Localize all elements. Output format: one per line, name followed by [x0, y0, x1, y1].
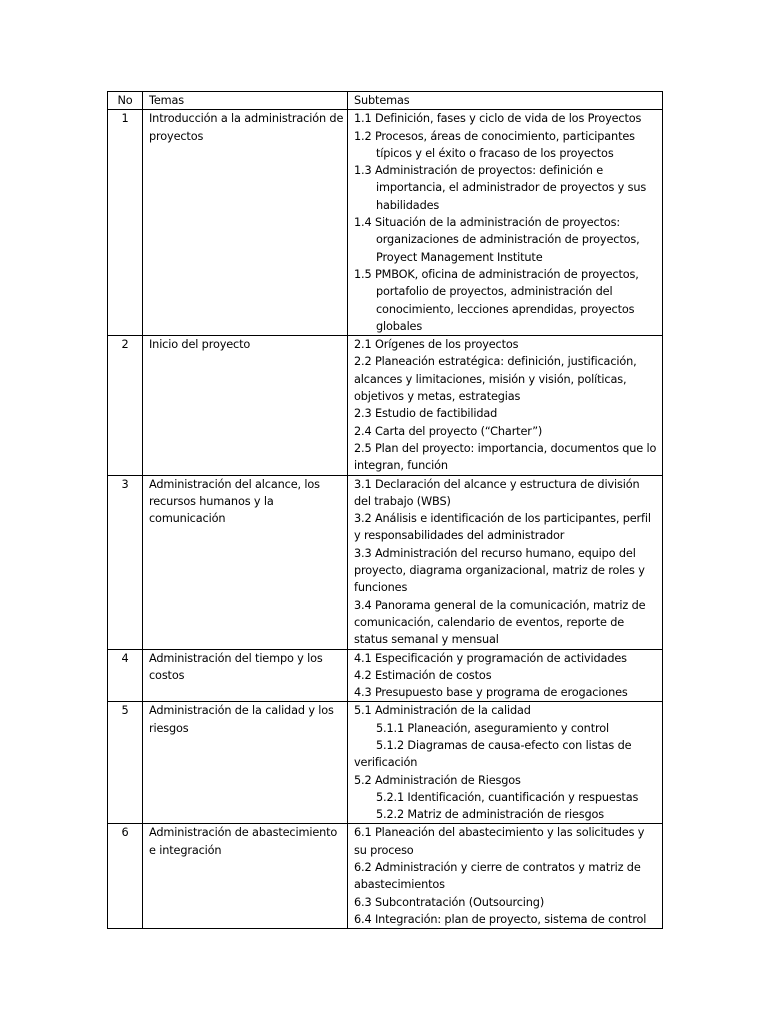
- subtema-item: 4.2 Estimación de costos: [354, 668, 492, 682]
- subtema-item: 1.2 Procesos, áreas de conocimiento, participantes típicos y el éxito o fracaso de los proyectos: [354, 129, 635, 160]
- subtema-item: 3.4 Panorama general de la comunicación, matriz de comunicación, calendario de eventos, reporte de status semanal y mensual: [354, 598, 646, 647]
- subtema-item: 2.4 Carta del proyecto (“Charter”): [354, 424, 543, 438]
- header-no: No: [108, 92, 143, 110]
- subtema-item: 1.1 Definición, fases y ciclo de vida de los Proyectos: [354, 112, 642, 126]
- subtema-item: 5.1.1 Planeación, aseguramiento y control: [376, 721, 609, 735]
- subtema-item: 2.5 Plan del proyecto: importancia, documentos que lo integran, función: [354, 441, 657, 473]
- table-row: [108, 475, 663, 649]
- subtema-item: 3.3 Administración del recurso humano, equipo del proyecto, diagrama organizacional, matriz de roles y funciones: [354, 546, 645, 595]
- subtema-item: 1.5 PMBOK, oficina de administración de proyectos, portafolio de proyectos, administración del conocimiento, lecciones aprendidas, proyectos globales: [354, 267, 639, 333]
- subtema-item: 3.1 Declaración del alcance y estructura de división del trabajo (WBS): [354, 477, 640, 508]
- table-row: [108, 336, 663, 475]
- subtema-item: 2.3 Estudio de factibilidad: [354, 407, 498, 421]
- table-body: [108, 110, 663, 929]
- table-row: [108, 649, 663, 702]
- row-subtemas: [348, 110, 663, 336]
- subtema-item: 6.1 Planeación del abastecimiento y las solicitudes y su proceso: [354, 826, 645, 857]
- header-row: [108, 92, 663, 110]
- subtema-item: 1.3 Administración de proyectos: definición e importancia, el administrador de proyectos y sus habilidades: [354, 164, 647, 212]
- subtema-item: 4.3 Presupuesto base y programa de erogaciones: [354, 686, 628, 700]
- subtema-item: 5.1.2 Diagramas de causa-efecto con listas de verificación: [354, 738, 632, 770]
- table-row: [108, 110, 663, 336]
- subtema-item: 5.2.2 Matriz de administración de riesgos: [376, 808, 605, 822]
- header-temas: Temas: [143, 92, 348, 110]
- row-number: 6: [108, 824, 143, 929]
- subtema-item: 4.1 Especificación y programación de actividades: [354, 651, 627, 665]
- table-row: [108, 824, 663, 929]
- row-subtemas: [348, 475, 663, 649]
- subtema-item: 2.1 Orígenes de los proyectos: [354, 338, 519, 352]
- row-tema: Administración del tiempo y los costos: [143, 649, 348, 702]
- row-tema: Administración de abastecimiento e integración: [143, 824, 348, 929]
- subtema-item: 2.2 Planeación estratégica: definición, justificación, alcances y limitaciones, misión y visión, políticas, objetivos y metas, estrategias: [354, 355, 637, 404]
- row-subtemas: [348, 336, 663, 475]
- subtema-item: 6.4 Integración: plan de proyecto, sistema de control: [354, 912, 647, 926]
- subtema-item: 3.2 Análisis e identificación de los participantes, perfil y responsabilidades del administrador: [354, 512, 651, 543]
- header-subtemas: Subtemas: [348, 92, 663, 110]
- row-subtemas: [348, 824, 663, 929]
- row-number: 1: [108, 110, 143, 336]
- row-number: 2: [108, 336, 143, 475]
- subtema-item: 5.1 Administración de la calidad: [354, 704, 531, 718]
- row-subtemas: [348, 702, 663, 824]
- subtema-item: 1.4 Situación de la administración de proyectos: organizaciones de administración de proyectos, Proyect Management Institute: [354, 216, 640, 264]
- row-number: 5: [108, 702, 143, 824]
- subtema-item: 6.3 Subcontratación (Outsourcing): [354, 895, 545, 909]
- subtema-item: 5.2 Administración de Riesgos: [354, 773, 521, 787]
- row-tema: Inicio del proyecto: [143, 336, 348, 475]
- row-tema: Administración de la calidad y los riesgos: [143, 702, 348, 824]
- row-tema: Introducción a la administración de proyectos: [143, 110, 348, 336]
- syllabus-table: [107, 91, 663, 929]
- row-tema: Administración del alcance, los recursos humanos y la comunicación: [143, 475, 348, 649]
- table-row: [108, 702, 663, 824]
- subtema-item: 5.2.1 Identificación, cuantificación y respuestas: [376, 790, 639, 804]
- row-number: 3: [108, 475, 143, 649]
- row-number: 4: [108, 649, 143, 702]
- subtema-item: 6.2 Administración y cierre de contratos y matriz de abastecimientos: [354, 861, 641, 892]
- row-subtemas: [348, 649, 663, 702]
